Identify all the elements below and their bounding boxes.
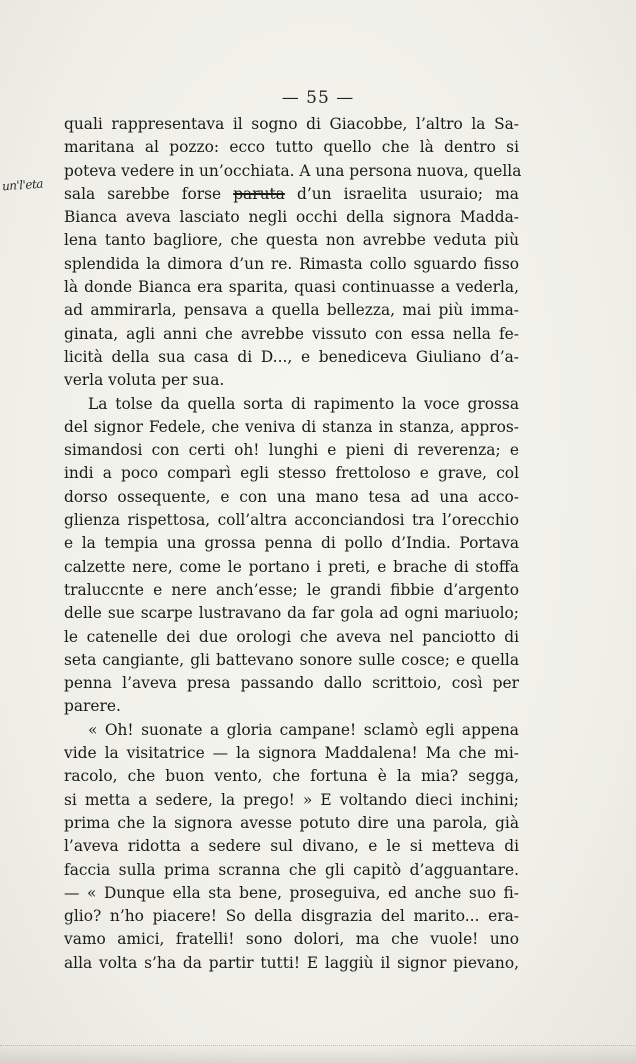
text-line: maritana al pozzo: ecco tutto quello che là dentro si <box>64 138 519 157</box>
handwritten-margin-note: un'l'eta <box>1 176 44 194</box>
text-line: glio? n’ho piacere! So della disgrazia del marito... era- <box>64 907 519 926</box>
struck-word: paruta <box>233 184 285 203</box>
text-line: calzette nere, come le portano i preti, e brache di stoffa <box>64 557 519 576</box>
page-number: — 55 — <box>281 88 355 108</box>
text-line: racolo, che buon vento, che fortuna è la mia? segga, <box>64 767 519 786</box>
text-line: La tolse da quella sorta di rapimento la voce grossa <box>88 394 519 413</box>
text-line: faccia sulla prima scranna che gli capitò d’agguantare. <box>64 860 519 879</box>
text-line: l’aveva ridotta a sedere sul divano, e le si metteva di <box>64 837 519 856</box>
text-line: vamo amici, fratelli! sono dolori, ma che vuole! uno <box>64 930 519 949</box>
text-line: simandosi con certi oh! lunghi e pieni di reverenza; e <box>64 441 519 460</box>
text-line: splendida la dimora d’un re. Rimasta collo sguardo fisso <box>64 254 519 273</box>
text-line: delle sue scarpe lustravano da far gola ad ogni mariuolo; <box>64 604 519 623</box>
text-line: Bianca aveva lasciato negli occhi della signora Madda- <box>64 208 519 227</box>
text-line: poteva vedere in un’occhiata. A una persona nuova, quella <box>64 161 522 180</box>
text-line: glienza rispettosa, coll’altra acconciandosi tra l’orecchio <box>64 511 519 530</box>
text-line: — « Dunque ella sta bene, proseguiva, ed anche suo fi- <box>64 883 519 902</box>
text-line: quali rappresentava il sogno di Giacobbe, l’altro la Sa- <box>64 115 519 133</box>
text-line: le catenelle dei due orologi che aveva nel panciotto di <box>64 627 519 646</box>
text-line: traluccnte e nere anch’esse; le grandi fibbie d’argento <box>64 580 519 599</box>
text-line: e la tempia una grossa penna di pollo d’India. Portava <box>64 534 519 553</box>
text-line: penna l’aveva presa passando dallo scrittoio, così per <box>64 674 519 693</box>
text-line: dorso ossequente, e con una mano tesa ad una acco- <box>64 487 519 506</box>
text-line: prima che la signora avesse potuto dire una parola, già <box>64 813 519 832</box>
text-segment: sala sarebbe forse <box>64 184 234 203</box>
text-line: alla volta s’ha da partir tutti! E laggiù il signor pievano, <box>64 953 519 972</box>
text-line: vide la visitatrice — la signora Maddalena! Ma che mi- <box>64 744 519 763</box>
text-segment: d’un israelita usuraio; ma <box>284 184 519 203</box>
scan-edge-shadow <box>0 1045 636 1063</box>
text-line: « Oh! suonate a gloria campane! sclamò egli appena <box>88 720 519 739</box>
text-line: del signor Fedele, che veniva di stanza in stanza, appros- <box>64 417 519 436</box>
text-line: là donde Bianca era sparita, quasi continuasse a vederla, <box>64 278 519 297</box>
text-line: ad ammirarla, pensava a quella bellezza, mai più imma- <box>64 301 519 320</box>
body-text <box>64 113 522 975</box>
text-line: si metta a sedere, la prego! » E voltando dieci inchini; <box>64 790 519 809</box>
text-line <box>64 183 519 206</box>
text-line: lena tanto bagliore, che questa non avrebbe veduta più <box>64 231 519 250</box>
text-line: licità della sua casa di D..., e benediceva Giuliano d’a- <box>64 347 519 366</box>
text-line: ginata, agli anni che avrebbe vissuto con essa nella fe- <box>64 324 519 343</box>
text-line: verla voluta per sua. <box>64 371 225 390</box>
text-line: seta cangiante, gli battevano sonore sulle cosce; e quella <box>64 650 519 669</box>
text-line: parere. <box>64 697 121 716</box>
text-line: indi a poco comparì egli stesso frettoloso e grave, col <box>64 464 519 483</box>
